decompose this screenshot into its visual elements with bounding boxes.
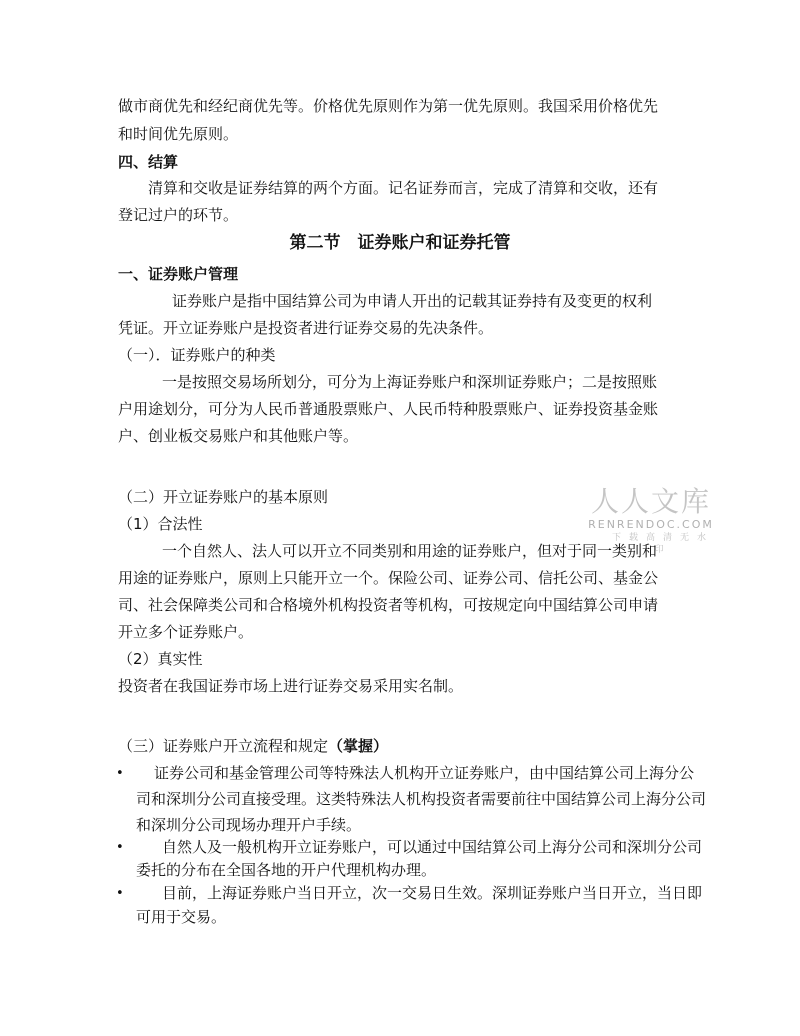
bullet-text: 目前，上海证券账户当日开立，次一交易日生效。深圳证券账户当日开立，当日即 bbox=[162, 884, 703, 902]
paragraph-line: 户用途划分，可分为人民币普通股票账户、人民币特种股票账户、证券投资基金账 bbox=[118, 400, 659, 418]
subheading-account-opening bbox=[118, 736, 388, 756]
subheading-basic-principles: （二）开立证券账户的基本原则 bbox=[118, 488, 329, 506]
bullet-text: 自然人及一般机构开立证券账户，可以通过中国结算公司上海分公司和深圳分公司 bbox=[162, 838, 703, 856]
principle-legality: （1）合法性 bbox=[118, 515, 203, 533]
paragraph-line: 做市商优先和经纪商优先等。价格优先原则作为第一优先原则。我国采用价格优先 bbox=[118, 97, 659, 115]
paragraph-line: 户、创业板交易账户和其他账户等。 bbox=[118, 427, 359, 445]
bullet-icon: • bbox=[116, 766, 124, 781]
paragraph-line: 用途的证券账户，原则上只能开立一个。保险公司、证券公司、信托公司、基金公 bbox=[118, 569, 659, 587]
bullet-icon: • bbox=[116, 886, 124, 901]
paragraph-line: 司、社会保障类公司和合格境外机构投资者等机构，可按规定向中国结算公司申请 bbox=[118, 596, 659, 614]
subheading-text: （三）证券账户开立流程和规定 bbox=[118, 737, 329, 755]
watermark bbox=[586, 486, 716, 556]
paragraph-line: 凭证。开立证券账户是投资者进行证券交易的先决条件。 bbox=[118, 319, 494, 337]
paragraph-line: 一是按照交易场所划分，可分为上海证券账户和深圳证券账户；二是按照账 bbox=[162, 373, 658, 391]
watermark-url: RENRENDOC.COM bbox=[588, 518, 714, 531]
paragraph-line: 登记过户的环节。 bbox=[118, 206, 239, 224]
section-title: 第二节 证券账户和证券托管 bbox=[289, 233, 511, 253]
paragraph-line: 投资者在我国证券市场上进行证券交易采用实名制。 bbox=[118, 677, 464, 695]
bullet-text: 和深圳分公司现场办理开户手续。 bbox=[136, 816, 362, 834]
paragraph-line: 证券账户是指中国结算公司为申请人开出的记载其证券持有及变更的权利 bbox=[172, 292, 653, 310]
paragraph-line: 一个自然人、法人可以开立不同类别和用途的证券账户，但对于同一类别和 bbox=[162, 542, 658, 560]
bullet-icon: • bbox=[116, 840, 124, 855]
paragraph-line: 清算和交收是证券结算的两个方面。记名证券而言，完成了清算和交收，还有 bbox=[148, 179, 659, 197]
watermark-title: 人人文库 bbox=[590, 485, 711, 518]
watermark-subtitle: 下载高清无水印 bbox=[611, 533, 714, 555]
paragraph-line: 和时间优先原则。 bbox=[118, 125, 239, 143]
bullet-text: 委托的分布在全国各地的开户代理机构办理。 bbox=[136, 861, 437, 879]
paragraph-line: 开立多个证券账户。 bbox=[118, 623, 254, 641]
subheading-emphasis: （掌握） bbox=[328, 737, 389, 755]
heading-settlement: 四、结算 bbox=[118, 153, 179, 171]
principle-authenticity: （2）真实性 bbox=[118, 650, 203, 668]
bullet-text: 可用于交易。 bbox=[136, 908, 227, 926]
bullet-text: 证券公司和基金管理公司等特殊法人机构开立证券账户，由中国结算公司上海分公 bbox=[154, 764, 695, 782]
bullet-text: 司和深圳分公司直接受理。这类特殊法人机构投资者需要前往中国结算公司上海分公司 bbox=[136, 790, 707, 808]
heading-account-management: 一、证券账户管理 bbox=[118, 265, 239, 283]
subheading-account-types: （一）．证券账户的种类 bbox=[118, 346, 276, 364]
